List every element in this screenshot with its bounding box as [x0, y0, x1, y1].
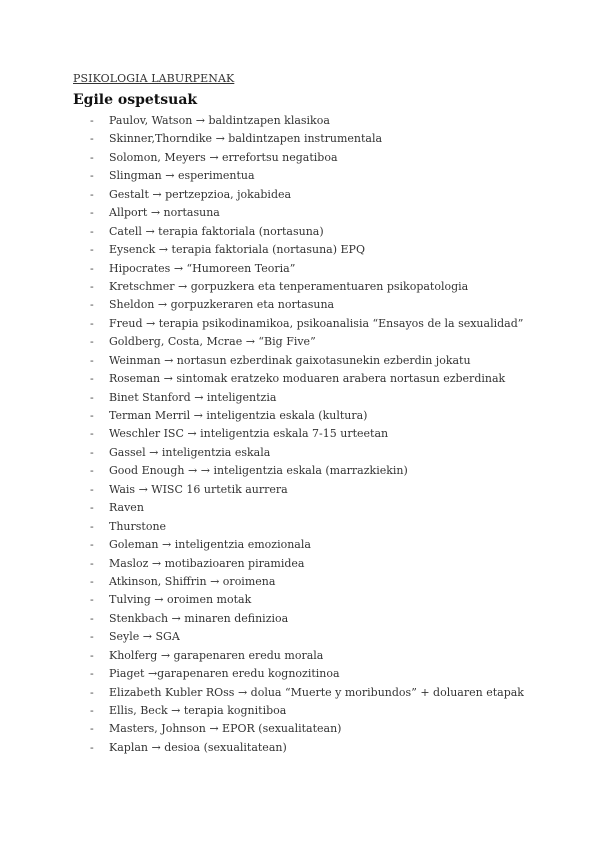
- list-item-text: Piaget →garapenaren eredu kognozitinoa: [109, 667, 340, 681]
- list-bullet: -: [90, 224, 94, 238]
- list-item-text: Good Enough → → inteligentzia eskala (marrazkiekin): [109, 464, 408, 478]
- list-item-text: Atkinson, Shiffrin → oroimena: [109, 574, 276, 588]
- list-bullet: -: [90, 279, 94, 293]
- list-bullet: -: [90, 740, 94, 754]
- list-bullet: -: [90, 353, 94, 367]
- list-bullet: -: [90, 445, 94, 459]
- list-bullet: -: [90, 667, 94, 681]
- section-heading: Egile ospetsuak: [73, 92, 198, 108]
- list-item-text: Slingman → esperimentua: [109, 169, 255, 183]
- list-item-text: Eysenck → terapia faktoriala (nortasuna) EPQ: [109, 243, 365, 257]
- list-bullet: -: [90, 593, 94, 607]
- list-item-text: Gestalt → pertzepzioa, jokabidea: [109, 187, 292, 201]
- list-bullet: -: [90, 574, 94, 588]
- list-item-text: Weinman → nortasun ezberdinak gaixotasunekin ezberdin jokatu: [109, 353, 471, 367]
- list-item-text: Roseman → sintomak eratzeko moduaren arabera nortasun ezberdinak: [109, 372, 506, 386]
- list-item-text: Stenkbach → minaren definizioa: [109, 611, 289, 625]
- list-bullet: -: [90, 482, 94, 496]
- list-item-text: Elizabeth Kubler ROss → dolua “Muerte y moribundos” + doluaren etapak: [109, 685, 524, 699]
- list-item-text: Tulving → oroimen motak: [109, 593, 252, 607]
- list-bullet: -: [90, 519, 94, 533]
- list-item-text: Binet Stanford → inteligentzia: [109, 390, 277, 404]
- list-bullet: -: [90, 206, 94, 220]
- list-bullet: -: [90, 556, 94, 570]
- list-bullet: -: [90, 243, 94, 257]
- list-item-text: Terman Merril → inteligentzia eskala (kultura): [109, 409, 368, 422]
- list-bullet: -: [90, 187, 94, 201]
- list-item-text: Masters, Johnson → EPOR (sexualitatean): [109, 722, 342, 736]
- list-item-text: Thurstone: [109, 519, 167, 533]
- list-bullet: -: [90, 501, 94, 515]
- list-item-text: Gassel → inteligentzia eskala: [109, 445, 271, 459]
- list-item-text: Kaplan → desioa (sexualitatean): [109, 740, 287, 754]
- list-item-text: Goldberg, Costa, Mcrae → “Big Five”: [109, 335, 316, 349]
- list-bullet: -: [90, 409, 94, 422]
- list-bullet: -: [90, 427, 94, 441]
- list-item-text: Kholferg → garapenaren eredu morala: [109, 648, 324, 662]
- list-item-text: Seyle → SGA: [109, 630, 180, 644]
- list-bullet: -: [90, 464, 94, 478]
- list-item-text: Skinner,Thorndike → baldintzapen instrumentala: [109, 132, 383, 146]
- list-bullet: -: [90, 611, 94, 625]
- list-item-text: Ellis, Beck → terapia kognitiboa: [109, 704, 287, 717]
- list-bullet: -: [90, 335, 94, 349]
- list-item-text: Masloz → motibazioaren piramidea: [109, 556, 305, 570]
- list-bullet: -: [90, 114, 94, 127]
- list-item-text: Wais → WISC 16 urtetik aurrera: [109, 482, 288, 496]
- list-bullet: -: [90, 630, 94, 644]
- list-item-text: Paulov, Watson → baldintzapen klasikoa: [109, 114, 330, 127]
- list-bullet: -: [90, 685, 94, 699]
- list-item-text: Freud → terapia psikodinamikoa, psikoanalisia “Ensayos de la sexualidad”: [109, 316, 524, 330]
- list-bullet: -: [90, 704, 94, 717]
- list-item-text: Sheldon → gorpuzkeraren eta nortasuna: [109, 298, 335, 312]
- list-bullet: -: [90, 169, 94, 183]
- list-bullet: -: [90, 132, 94, 146]
- list-bullet: -: [90, 261, 94, 275]
- document-title: PSIKOLOGIA LABURPENAK: [73, 72, 235, 85]
- list-bullet: -: [90, 316, 94, 330]
- list-item-text: Kretschmer → gorpuzkera eta tenperamentuaren psikopatologia: [109, 279, 469, 293]
- list-item-text: Goleman → inteligentzia emozionala: [109, 538, 311, 552]
- list-item-text: Weschler ISC → inteligentzia eskala 7-15 urteetan: [109, 427, 389, 441]
- list-item-text: Raven: [109, 501, 144, 515]
- list-bullet: -: [90, 390, 94, 404]
- list-item-text: Allport → nortasuna: [109, 206, 220, 220]
- list-item-text: Solomon, Meyers → errefortsu negatiboa: [109, 150, 338, 164]
- list-bullet: -: [90, 372, 94, 386]
- list-bullet: -: [90, 722, 94, 736]
- list-item-text: Catell → terapia faktoriala (nortasuna): [109, 224, 324, 238]
- list-bullet: -: [90, 648, 94, 662]
- list-item-text: Hipocrates → “Humoreen Teoria”: [109, 261, 296, 275]
- list-bullet: -: [90, 538, 94, 552]
- list-bullet: -: [90, 298, 94, 312]
- list-bullet: -: [90, 150, 94, 164]
